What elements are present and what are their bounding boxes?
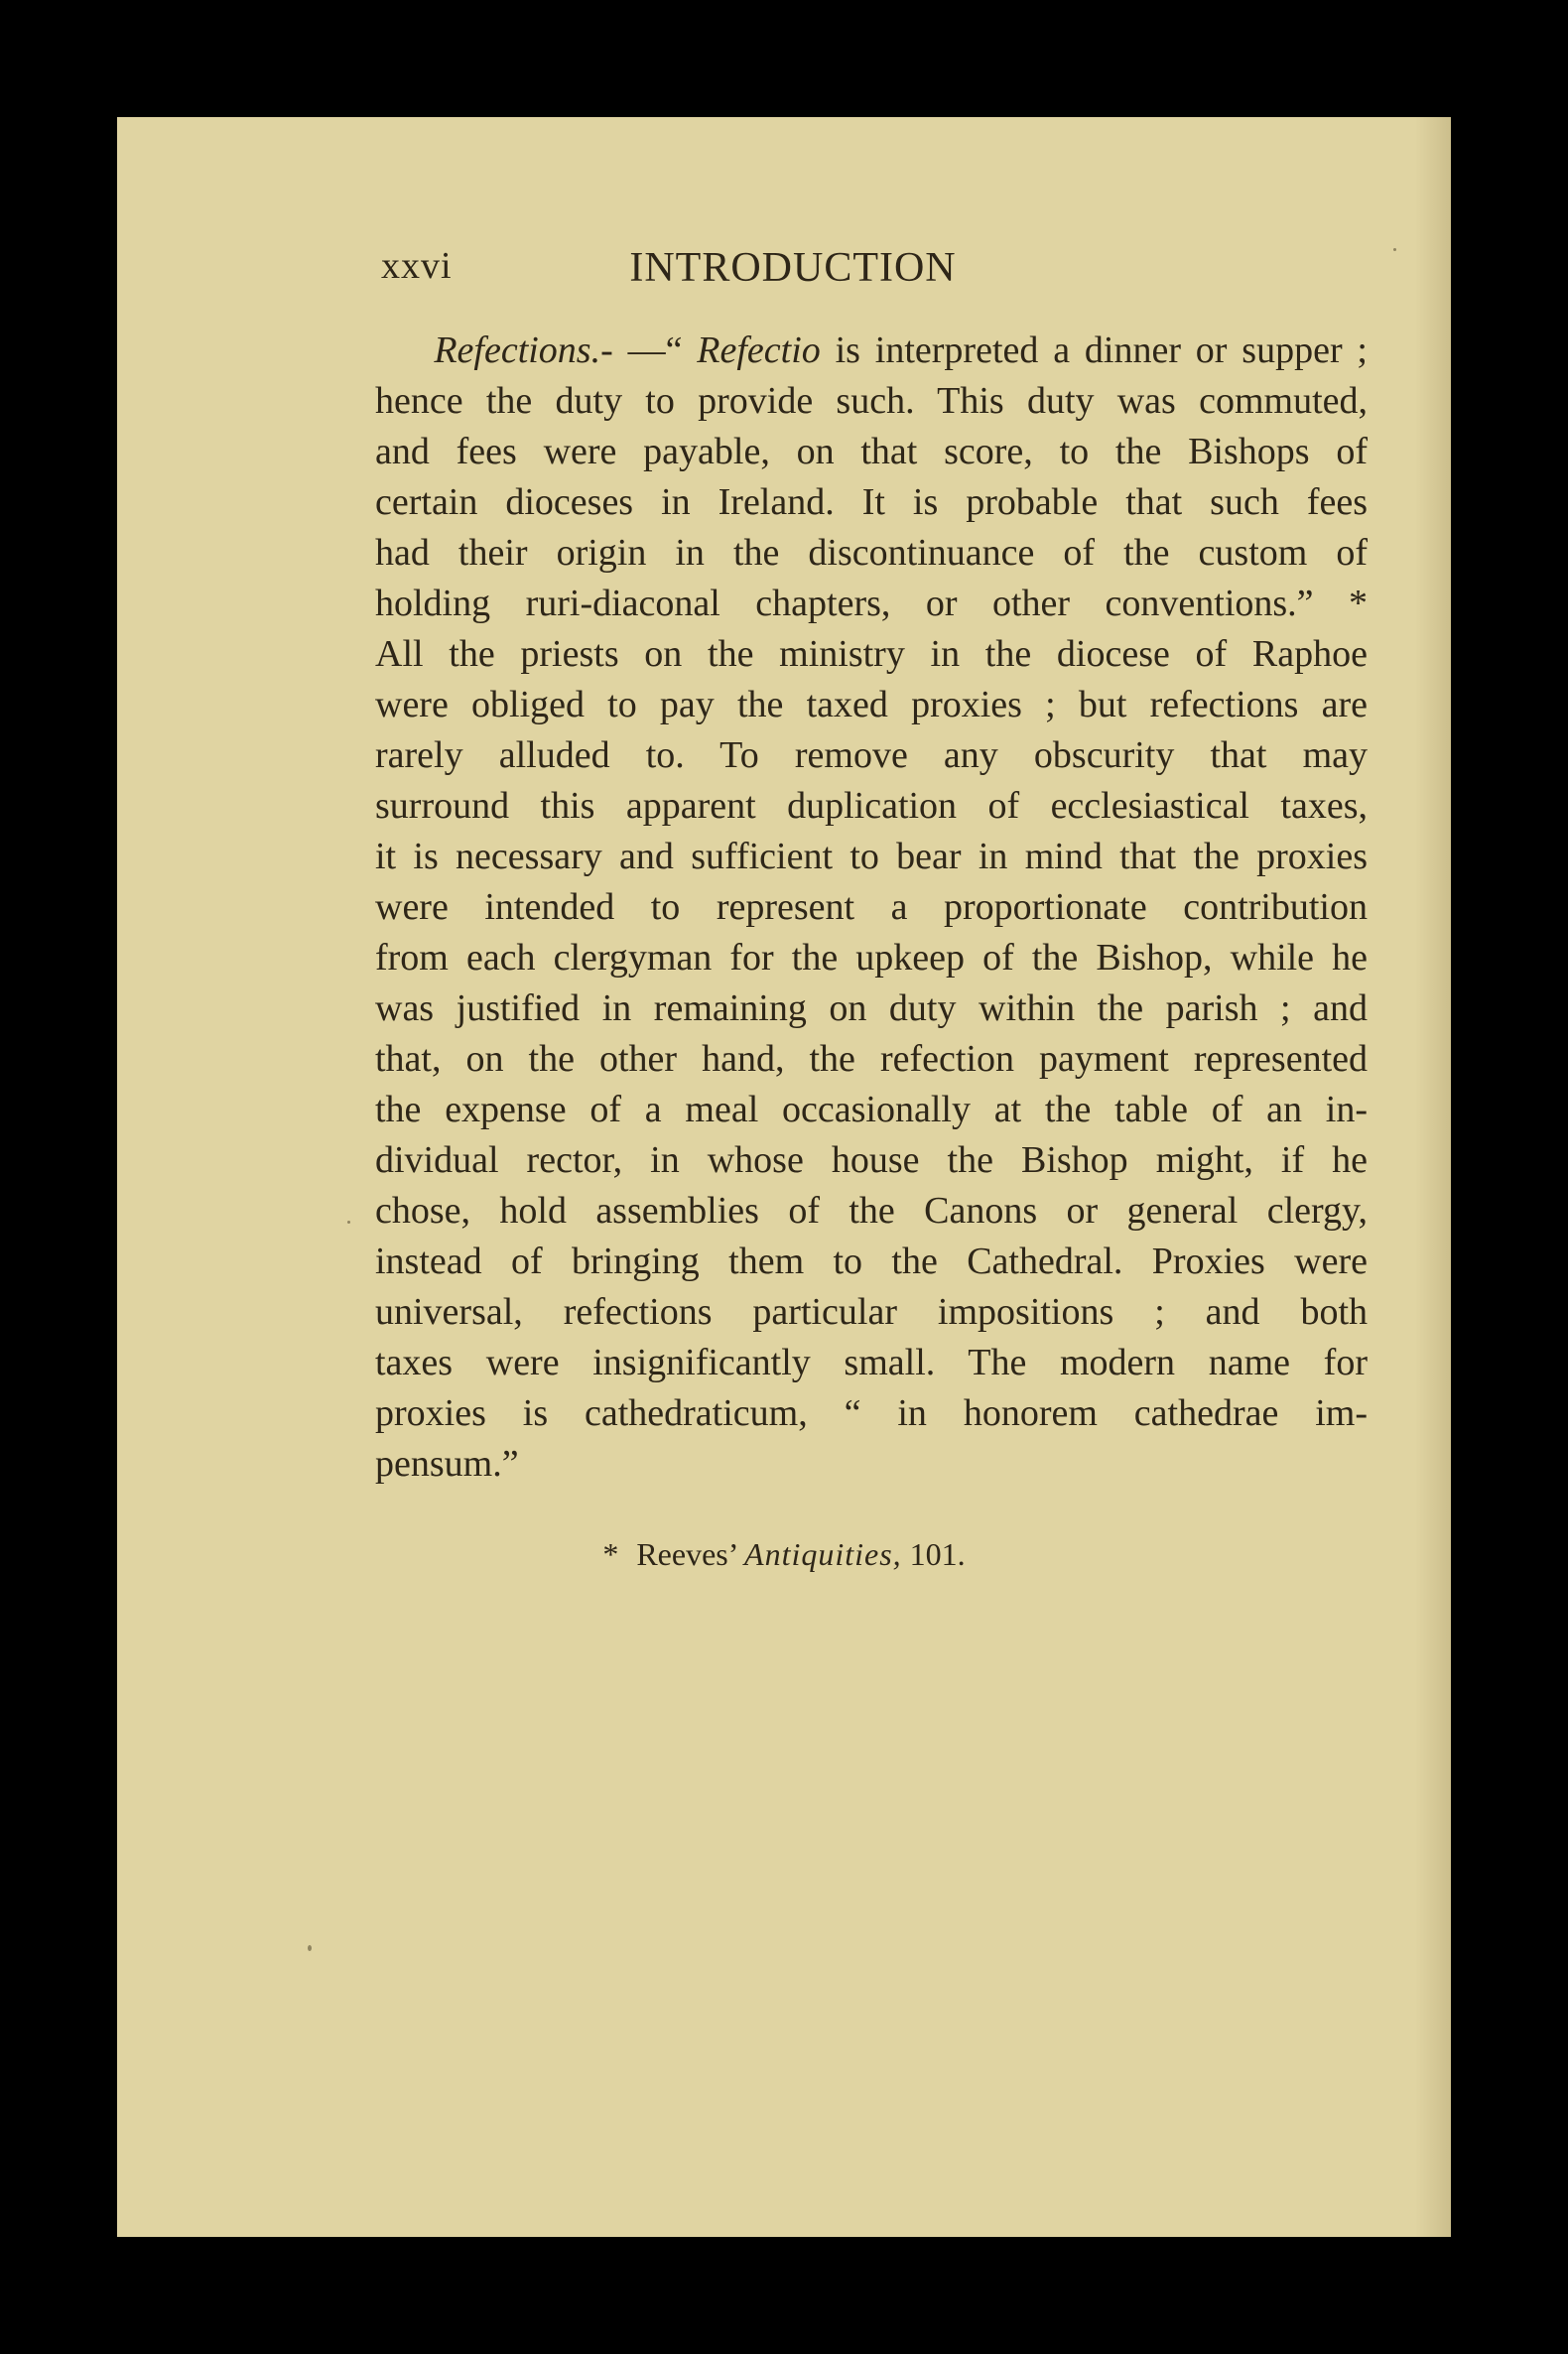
paragraph-line: was justified in remaining on duty within the parish ; and — [375, 987, 1368, 1029]
lead-term-latin: Refectio — [697, 329, 821, 371]
paragraph-line: that, on the other hand, the refection payment represented — [375, 1038, 1368, 1080]
paragraph-line: certain dioceses in Ireland. It is probable that such fees — [375, 481, 1368, 523]
paper-speck — [1393, 248, 1396, 251]
paragraph-line: proxies is cathedraticum, “ in honorem cathedrae im- — [375, 1392, 1368, 1434]
paper-speck — [308, 1945, 312, 1951]
paragraph-line: from each clergyman for the upkeep of the Bishop, while he — [375, 937, 1368, 979]
paragraph-line — [375, 326, 1368, 376]
body-paragraph — [375, 326, 1368, 1490]
book-page — [117, 117, 1451, 2237]
paragraph-line: chose, hold assemblies of the Canons or general clergy, — [375, 1190, 1368, 1232]
paragraph-line: the expense of a meal occasionally at the table of an in- — [375, 1089, 1368, 1130]
paragraph-line: rarely alluded to. To remove any obscurity that may — [375, 734, 1368, 776]
paragraph-line: instead of bringing them to the Cathedral. Proxies were — [375, 1241, 1368, 1282]
paragraph-line: hence the duty to provide such. This duty was commuted, — [375, 380, 1368, 422]
page-number: xxvi — [381, 245, 453, 287]
paper-speck — [347, 1221, 350, 1224]
line-1-rest: is interpreted a dinner or supper ; — [820, 329, 1368, 371]
footnote — [117, 1536, 1451, 1573]
footnote-page-ref: 101. — [909, 1536, 966, 1572]
paragraph-line: holding ruri-diaconal chapters, or other conventions.” * — [375, 583, 1368, 624]
paragraph-line: were intended to represent a proportionate contribution — [375, 886, 1368, 928]
paragraph-line: had their origin in the discontinuance of the custom of — [375, 532, 1368, 574]
running-head — [381, 244, 1205, 304]
paragraph-line: it is necessary and sufficient to bear in mind that the proxies — [375, 836, 1368, 877]
paragraph-line: were obliged to pay the taxed proxies ; but refections are — [375, 684, 1368, 725]
footnote-title: Antiquities, — [744, 1536, 902, 1572]
paragraph-line: surround this apparent duplication of ecclesiastical taxes, — [375, 785, 1368, 827]
page-gutter-shadow — [1415, 117, 1451, 2237]
paragraph-line: All the priests on the ministry in the diocese of Raphoe — [375, 633, 1368, 675]
lead-term: Refections. — [434, 329, 601, 371]
paragraph-line: taxes were insignificantly small. The modern name for — [375, 1342, 1368, 1383]
paragraph-line-final: pensum.” — [375, 1443, 519, 1485]
paragraph-line: and fees were payable, on that score, to the Bishops of — [375, 431, 1368, 472]
section-title: INTRODUCTION — [629, 245, 957, 291]
footnote-marker: * — [602, 1536, 619, 1572]
paragraph-line: universal, refections particular impositions ; and both — [375, 1291, 1368, 1333]
footnote-author: Reeves’ — [636, 1536, 737, 1572]
paragraph-line: dividual rector, in whose house the Bishop might, if he — [375, 1139, 1368, 1181]
lead-dash: - —“ — [600, 329, 698, 371]
